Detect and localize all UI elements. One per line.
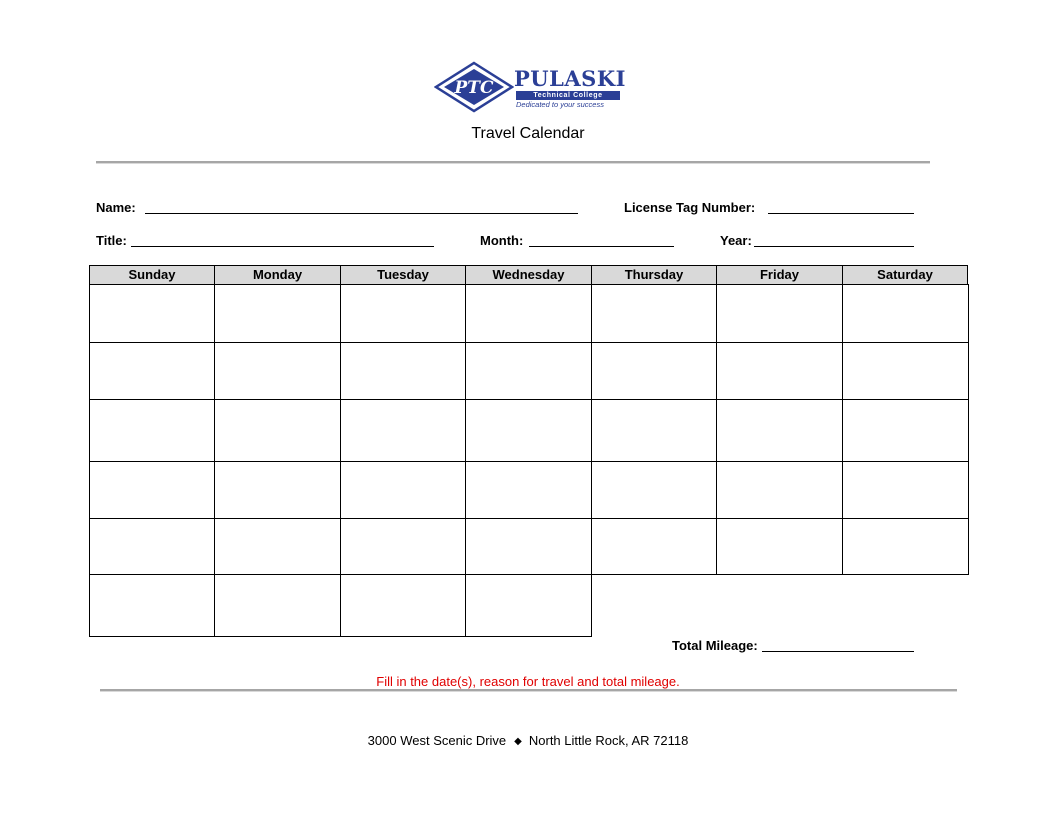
calendar-cell-week3-sunday[interactable] (89, 399, 215, 462)
day-header-thursday: Thursday (592, 266, 717, 285)
calendar-cell-week4-wednesday[interactable] (465, 461, 592, 519)
calendar-cell-week1-monday[interactable] (214, 284, 341, 343)
license-tag-label: License Tag Number: (624, 200, 756, 215)
title-field[interactable] (131, 246, 434, 247)
calendar-cell-week5-monday[interactable] (214, 518, 341, 575)
calendar-cell-week2-saturday[interactable] (842, 342, 969, 400)
footer-address (0, 733, 1056, 750)
calendar-cell-week4-sunday[interactable] (89, 461, 215, 519)
calendar-cell-week1-sunday[interactable] (89, 284, 215, 343)
calendar-cell-week5-tuesday[interactable] (340, 518, 466, 575)
year-label: Year: (720, 233, 752, 248)
calendar-cell-week3-wednesday[interactable] (465, 399, 592, 462)
logo-tagline: Dedicated to your success (516, 100, 604, 109)
day-header-saturday: Saturday (877, 267, 933, 282)
calendar-cell-week4-friday[interactable] (716, 461, 843, 519)
calendar-cell-week5-wednesday[interactable] (465, 518, 592, 575)
logo-subtitle: Technical College (516, 91, 620, 100)
calendar-cell-week1-friday[interactable] (716, 284, 843, 343)
day-header-wednesday: Wednesday (466, 266, 592, 285)
year-field[interactable] (754, 246, 914, 247)
calendar-cell-week1-wednesday[interactable] (465, 284, 592, 343)
license-tag-field[interactable] (768, 213, 914, 214)
instructions-text: Fill in the date(s), reason for travel and total mileage. (376, 674, 680, 689)
calendar-cell-week1-tuesday[interactable] (340, 284, 466, 343)
logo-wordmark: PULASKI (514, 66, 626, 91)
address-street: 3000 West Scenic Drive (367, 733, 507, 748)
calendar-cell-week1-thursday[interactable] (591, 284, 717, 343)
calendar-cell-week5-sunday[interactable] (89, 518, 215, 575)
calendar-cell-week6-sunday[interactable] (89, 574, 215, 637)
calendar-cell-week4-tuesday[interactable] (340, 461, 466, 519)
calendar-cell-week4-thursday[interactable] (591, 461, 717, 519)
calendar-cell-week1-saturday[interactable] (842, 284, 969, 343)
month-label: Month: (480, 233, 524, 248)
calendar-grid (89, 265, 969, 637)
title-label: Title: (96, 233, 127, 248)
calendar-cell-week3-tuesday[interactable] (340, 399, 466, 462)
name-label: Name: (96, 200, 136, 215)
calendar-cell-week2-sunday[interactable] (89, 342, 215, 400)
calendar-cell-week3-friday[interactable] (716, 399, 843, 462)
total-mileage-field[interactable] (762, 651, 914, 652)
calendar-cell-week2-monday[interactable] (214, 342, 341, 400)
calendar-cell-week3-monday[interactable] (214, 399, 341, 462)
calendar-cell-week2-wednesday[interactable] (465, 342, 592, 400)
svg-text:PTC: PTC (454, 78, 494, 98)
page-title: Travel Calendar (471, 125, 585, 142)
bottom-divider (100, 689, 957, 692)
day-header-friday: Friday (717, 266, 843, 285)
total-mileage-label: Total Mileage: (672, 638, 758, 653)
calendar-cell-week2-thursday[interactable] (591, 342, 717, 400)
calendar-header (89, 265, 968, 285)
calendar-cell-week4-saturday[interactable] (842, 461, 969, 519)
calendar-cell-week5-saturday[interactable] (842, 518, 969, 575)
day-header-sunday: Sunday (90, 266, 215, 285)
month-field[interactable] (529, 246, 674, 247)
name-field[interactable] (145, 213, 578, 214)
separator-diamond-icon: ◆ (514, 736, 522, 747)
address-city: North Little Rock, AR 72118 (528, 733, 689, 748)
calendar-cell-week6-tuesday[interactable] (340, 574, 466, 637)
calendar-cell-week5-thursday[interactable] (591, 518, 717, 575)
calendar-cell-week6-monday[interactable] (214, 574, 341, 637)
day-header-tuesday: Tuesday (341, 266, 466, 285)
ptc-diamond-emblem (434, 61, 514, 113)
calendar-cell-week2-friday[interactable] (716, 342, 843, 400)
calendar-cell-week3-thursday[interactable] (591, 399, 717, 462)
calendar-cell-week3-saturday[interactable] (842, 399, 969, 462)
calendar-cell-week2-tuesday[interactable] (340, 342, 466, 400)
calendar-cell-week5-friday[interactable] (716, 518, 843, 575)
calendar-cell-week4-monday[interactable] (214, 461, 341, 519)
college-logo (434, 61, 624, 113)
top-divider (96, 161, 930, 164)
day-header-monday: Monday (215, 266, 341, 285)
calendar-cell-week6-wednesday[interactable] (465, 574, 592, 637)
